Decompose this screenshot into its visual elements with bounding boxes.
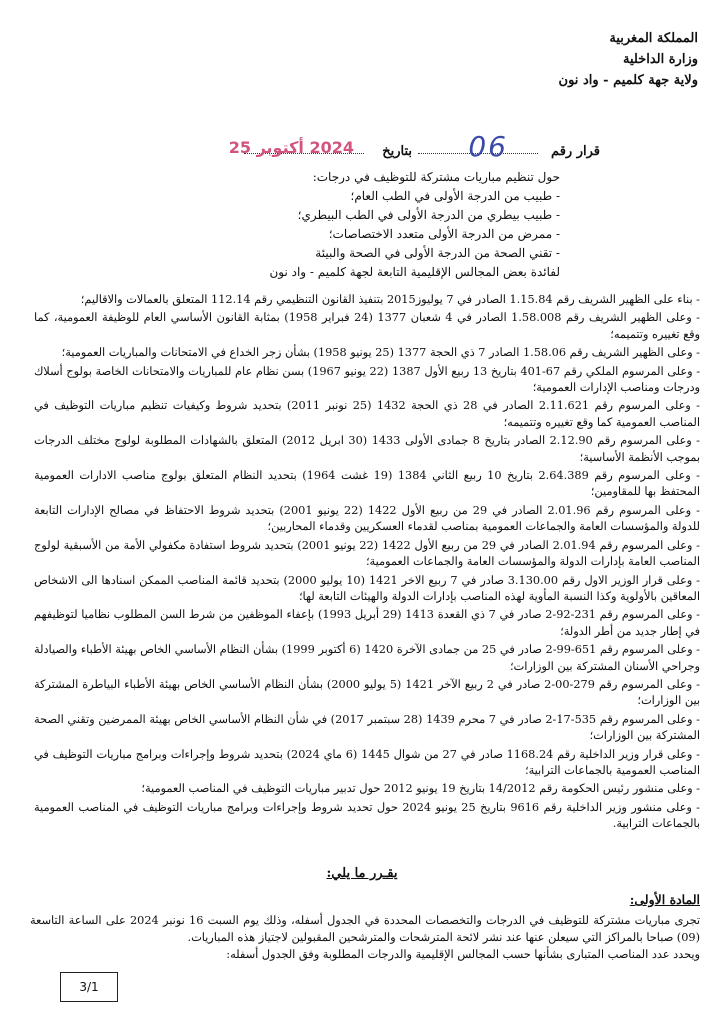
subject-line: - ممرض من الدرجة الأولى متعدد الاختصاصات؛ bbox=[328, 227, 560, 241]
subject-line: حول تنظيم مباريات مشتركة للتوظيف في درجات: bbox=[312, 170, 560, 184]
preamble-item: - وعلى المرسوم رقم 535-17-2 صادر في 7 محرم 1439 (28 سبتمبر 2017) في شأن النظام الأساسي الخاص بهيئة الممرضين وتقني الصحة المشتركة بين الوزارات؛ bbox=[34, 712, 700, 743]
decides-heading: يقـرر ما يلي: bbox=[326, 866, 398, 881]
subject-line: - طبيب بيطري من الدرجة الأولى في الطب البيطري؛ bbox=[297, 208, 560, 222]
article-1-title: المادة الأولى: bbox=[629, 892, 700, 907]
preamble-item: - وعلى المرسوم رقم 2.01.96 الصادر في 29 من ربيع الأول 1422 (22 يونيو 2001) بتحديد شروط الاحتفاظ في مصالح الإدارات التابعة للدولة والمؤسسات العامة والجماعات العمومية بمناصب لقدماء العسكريين وقدماء المحاربين؛ bbox=[34, 503, 700, 534]
letterhead-ministry: وزارة الداخلية bbox=[622, 52, 698, 67]
preamble-item: - وعلى المرسوم رقم 651-99-2 صادر في 25 من جمادى الآخرة 1420 (6 أكتوبر 1999) بشأن النظام الأساسي الخاص بهيئة الأطباء والصيادلة وجراحي الأسنان المشتركة بين الوزارات؛ bbox=[34, 643, 700, 673]
article-paragraph: تجرى مباريات مشتركة للتوظيف في الدرجات والتخصصات المحددة في الجدول أسفله، وذلك يوم السبت 16 نونبر 2024 على الساعة التاسعة (09) صباحا بالمراكز التي سيعلن عنها عند نشر لائحة المترشحات والمترشحين المقبولين لاجتياز هذه المباريات. bbox=[30, 914, 701, 944]
preamble-item: - وعلى المرسوم الملكي رقم 67-401 بتاريخ 13 ربيع الأول 1387 (22 يونيو 1967) بسن نظام عام للمباريات والامتحانات الخاصة بولوج أسلاك ودرجات ومناصب الإدارات العمومية؛ bbox=[34, 364, 701, 395]
subject-line: - تقني الصحة من الدرجة الأولى في الصحة والبيئة bbox=[315, 246, 560, 260]
preamble-item: - وعلى قرار وزير الداخلية رقم 1168.24 صادر في 27 من شوال 1445 (6 ماي 2024) بتحديد شروط وإجراءات وبرامج مباريات التوظيف في المناصب العمومية بالجماعات الترابية؛ bbox=[34, 747, 700, 777]
date-label: بتاريخ bbox=[382, 144, 412, 159]
preamble-item: - وعلى الظهير الشريف رقم 1.58.008 الصادر في 4 شعبان 1377 (24 فبراير 1958) بمثابة القانون الأساسي العام للوظيفة العمومية، كما وقع تغييره وتتميمه؛ bbox=[34, 311, 700, 341]
subject-line: - طبيب من الدرجة الأولى في الطب العام؛ bbox=[350, 189, 560, 203]
preamble-item: - وعلى الظهير الشريف رقم 1.58.06 الصادر 7 ذي الحجة 1377 (25 يونيو 1958) بشأن زجر الخداع في الامتحانات والمباريات العمومية؛ bbox=[61, 346, 700, 360]
subject-line: لفائدة بعض المجالس الإقليمية التابعة لجهة كلميم - واد نون bbox=[269, 265, 560, 279]
preamble-item: - وعلى المرسوم رقم 2.12.90 الصادر بتاريخ 8 جمادى الأولى 1433 (30 ابريل 2012) المتعلق بالشهادات المطلوبة لولوج مختلف الدرجات بموجب الأنظمة الأساسية؛ bbox=[34, 434, 700, 464]
legal-basis-preamble bbox=[34, 292, 700, 835]
preamble-item: - وعلى المرسوم رقم 231-92-2 صادر في 7 ذي القعدة 1413 (29 أبريل 1993) بإعفاء الموظفين من شرط السن المطلوب نظاميا لتوظيفهم في إطار جديد من أطر الدولة؛ bbox=[34, 608, 700, 638]
letterhead-wilaya: ولاية جهة كلميم - واد نون bbox=[558, 73, 698, 88]
preamble-item: - وعلى منشور وزير الداخلية رقم 9616 بتاريخ 25 يونيو 2024 حول تحديد شروط وإجراءات وبرامج مباريات التوظيف في المناصب العمومية بالجماعات الترابية. bbox=[34, 800, 701, 831]
decision-date-stamp: 2024 أكتوبر 25 bbox=[228, 138, 354, 157]
letterhead bbox=[438, 28, 698, 91]
article-1-body bbox=[30, 912, 700, 963]
preamble-item: - وعلى المرسوم رقم 2.11.621 الصادر في 28 ذي الحجة 1432 (25 نونبر 2011) بتحديد شروط وكيفيات تنظيم مباريات التوظيف في المناصب العمومية كما وقع تغييره وتتميمه؛ bbox=[34, 399, 701, 429]
preamble-item: - وعلى المرسوم رقم 2.01.94 الصادر في 29 من ربيع الأول 1422 (22 يونيو 2001) بتحديد شروط استفادة مكفولي الأمة من الأسبقية لولوج المناصب العامة بإدارات الدولة والمؤسسات العامة والجماعات العمومية؛ bbox=[34, 538, 700, 569]
page-number-box: 3/1 bbox=[60, 972, 118, 1002]
letterhead-kingdom: المملكة المغربية bbox=[609, 31, 698, 46]
preamble-item: - وعلى قرار الوزير الاول رقم 3.130.00 صادر في 7 ربيع الاخر 1421 (10 يوليو 2000) بتحديد قائمة المناصب الممكن اسنادها الى الاشخاص المعاقين بالأولوية وكذا النسبة المأوية لهذه المناصب بإدارات الدولة والهيئات التابعة لها؛ bbox=[34, 573, 701, 603]
preamble-item: - بناء على الظهير الشريف رقم 1.15.84 الصادر في 7 يوليوز2015 بتنفيذ القانون التنظيمي رقم 112.14 المتعلق بالعمالات والاقاليم؛ bbox=[80, 293, 700, 306]
decision-label: قرار رقم bbox=[551, 144, 600, 159]
preamble-item: - وعلى المرسوم رقم 279-00-2 صادر في 2 ربيع الآخر 1421 (5 يوليو 2000) بشأن النظام الأساسي الخاص بهيئة الأطباء البياطرة المشتركة بين الوزارات؛ bbox=[34, 677, 700, 708]
preamble-item: - وعلى المرسوم رقم 2.64.389 بتاريخ 10 ربيع الثاني 1384 (19 غشت 1964) بتحديد النظام المتعلق بولوج مناصب الادارات العمومية المحتفظ بها للمقاومين؛ bbox=[34, 469, 700, 499]
decision-heading bbox=[120, 130, 600, 168]
decision-subject bbox=[180, 168, 560, 282]
decision-number: 06 bbox=[468, 130, 508, 163]
preamble-item: - وعلى منشور رئيس الحكومة رقم 14/2012 بتاريخ 19 يونيو 2012 حول تدبير مباريات التوظيف في المناصب العمومية؛ bbox=[141, 782, 700, 796]
article-paragraph: ويحدد عدد المناصب المتبارى بشأنها حسب المجالس الإقليمية والدرجات المطلوبة وفق الجدول أسفله: bbox=[226, 948, 700, 961]
